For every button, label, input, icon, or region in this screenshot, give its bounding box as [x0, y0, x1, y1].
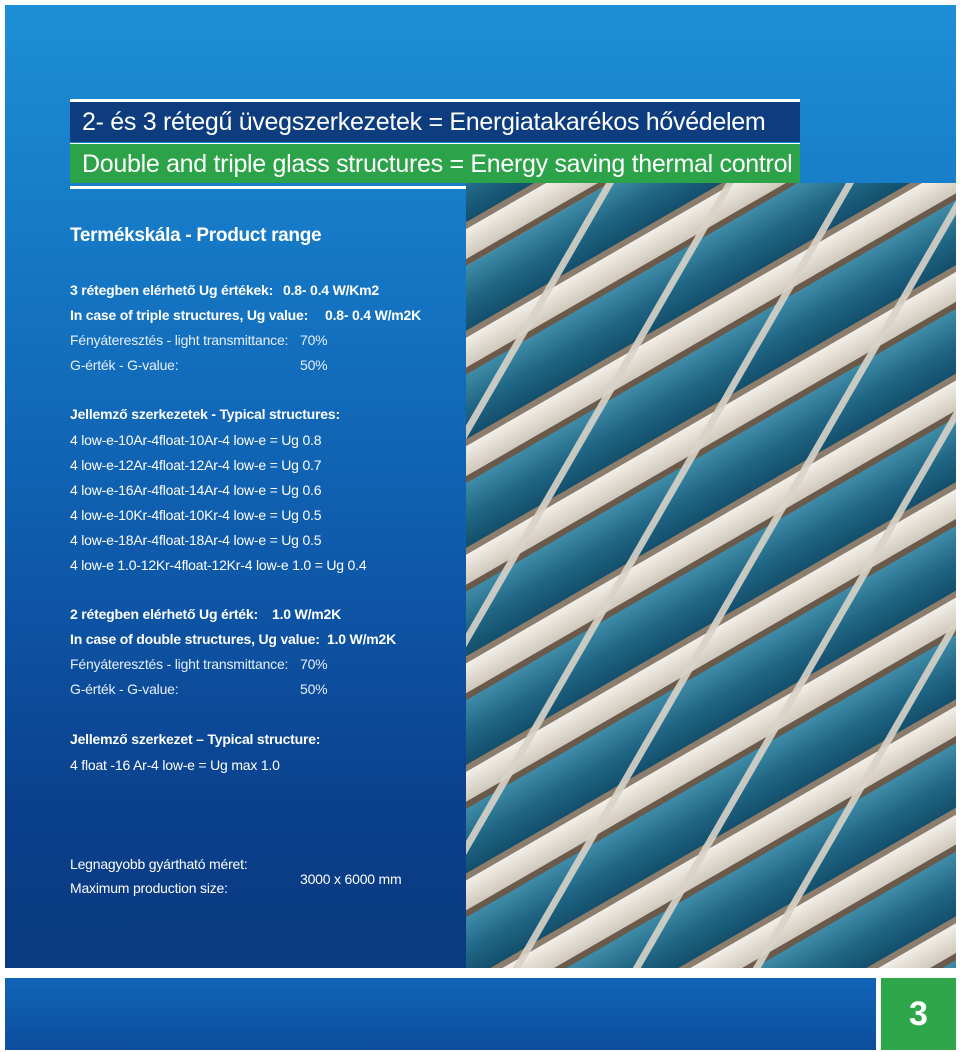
double-ug-value-en: 1.0 W/m2K [327, 631, 396, 647]
title-bar [70, 99, 800, 189]
max-size-label-en: Maximum production size: [70, 880, 228, 896]
triple-structure-item: 4 low-e-10Kr-4float-10Kr-4 low-e = Ug 0.5 [70, 507, 322, 523]
double-g-label: G-érték - G-value: [70, 681, 179, 697]
triple-structures-heading: Jellemző szerkezetek - Typical structures: [70, 406, 340, 422]
triple-ug-value-hu: 0.8- 0.4 W/Km2 [283, 282, 380, 298]
double-structure-heading: Jellemző szerkezet – Typical structure: [70, 731, 321, 747]
double-ug-value-hu: 1.0 W/m2K [272, 606, 341, 622]
triple-structure-item: 4 low-e-16Ar-4float-14Ar-4 low-e = Ug 0.6 [70, 482, 322, 498]
triple-light-value: 70% [300, 332, 328, 348]
building-facade-photo [466, 183, 956, 968]
page-number: 3 [881, 978, 956, 1050]
footer-bar [5, 978, 876, 1050]
max-size-value: 3000 x 6000 mm [300, 871, 402, 887]
triple-structure-item: 4 low-e-18Ar-4float-18Ar-4 low-e = Ug 0.5 [70, 532, 322, 548]
double-light-label: Fényáteresztés - light transmittance: [70, 656, 289, 672]
triple-ug-value-en: 0.8- 0.4 W/m2K [325, 307, 422, 323]
double-ug-label-hu: 2 rétegben elérhető Ug érték: [70, 606, 258, 622]
double-g-value: 50% [300, 681, 328, 697]
triple-ug-label-hu: 3 rétegben elérhető Ug értékek: [70, 282, 274, 298]
double-ug-label-en: In case of double structures, Ug value: [70, 631, 320, 647]
double-light-value: 70% [300, 656, 328, 672]
triple-structure-item: 4 low-e 1.0-12Kr-4float-12Kr-4 low-e 1.0 = Ug 0.4 [70, 557, 367, 573]
triple-light-label: Fényáteresztés - light transmittance: [70, 332, 289, 348]
product-range-heading: Termékskála - Product range [70, 225, 322, 246]
triple-structure-item: 4 low-e-10Ar-4float-10Ar-4 low-e = Ug 0.8 [70, 432, 322, 448]
title-hungarian: 2- és 3 rétegű üvegszerkezetek = Energiatakarékos hővédelem [70, 102, 800, 142]
triple-g-value: 50% [300, 357, 328, 373]
triple-structure-item: 4 low-e-12Ar-4float-12Ar-4 low-e = Ug 0.7 [70, 457, 322, 473]
triple-g-label: G-érték - G-value: [70, 357, 179, 373]
max-size-label-hu: Legnagyobb gyártható méret: [70, 856, 248, 872]
double-structure-item: 4 float -16 Ar-4 low-e = Ug max 1.0 [70, 757, 280, 773]
title-english: Double and triple glass structures = Energy saving thermal control [70, 143, 800, 183]
triple-ug-label-en: In case of triple structures, Ug value: [70, 307, 309, 323]
